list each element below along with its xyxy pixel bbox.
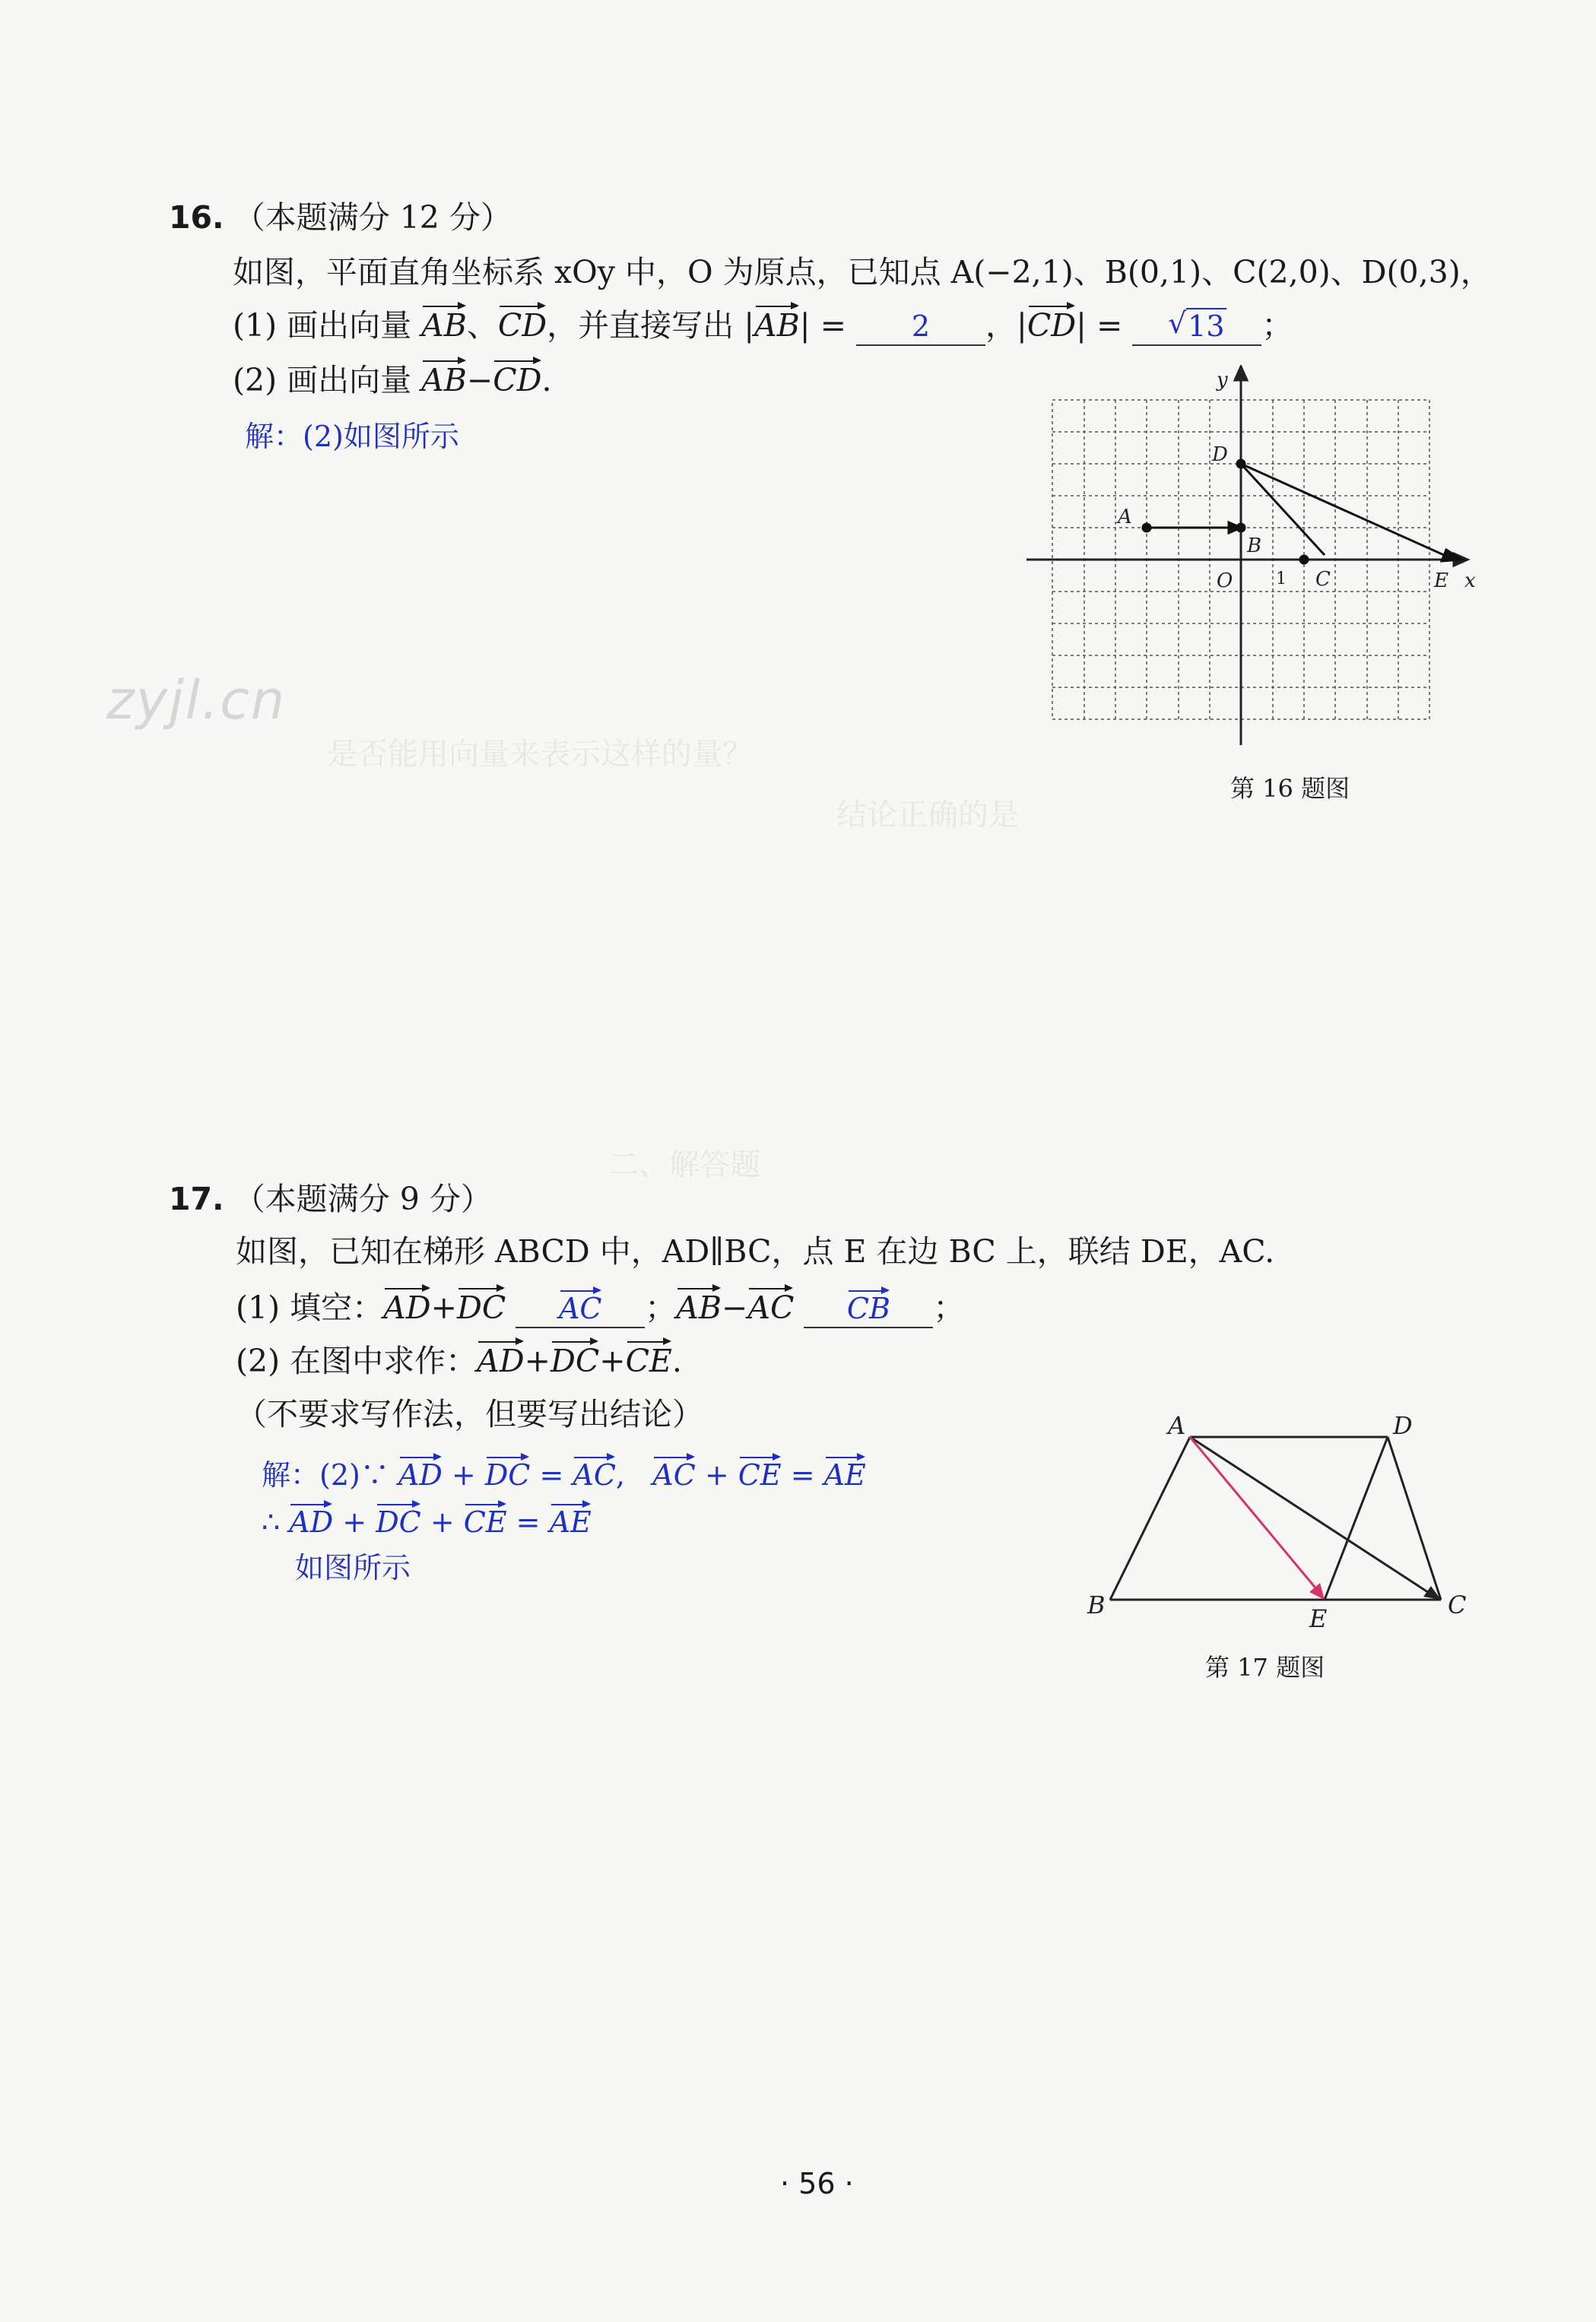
q17-header — [169, 1181, 492, 1218]
q16-label-x: x — [1464, 569, 1476, 592]
q17-figure-caption: 第 17 题图 — [1205, 1653, 1325, 1682]
q16-solution: 解：(2)如图所示 — [245, 420, 459, 453]
q16-eq2: | = — [1076, 307, 1123, 344]
q16-part1-end: ； — [1261, 307, 1293, 344]
q17-side-dc — [1388, 1437, 1441, 1600]
q16-part1-prefix: (1) 画出向量 — [233, 307, 412, 344]
q16-point-b — [1237, 524, 1245, 531]
q16-abs-vec-ab: AB — [754, 303, 800, 344]
q16-label-e: E — [1434, 569, 1448, 592]
q17-sol2-vec-dc: DC — [376, 1501, 421, 1540]
q16-figure-caption: 第 16 题图 — [1230, 774, 1350, 803]
q17-side-ab — [1110, 1437, 1190, 1600]
q16-part2-minus: − — [466, 362, 493, 398]
q17-answer1-blank — [516, 1287, 645, 1328]
q17-sol1-vec-ac2: AC — [652, 1454, 696, 1493]
q17-label-c: C — [1448, 1591, 1467, 1619]
q16-label-o: O — [1217, 569, 1233, 592]
q17-vec-ad: AD — [383, 1285, 430, 1327]
q16-header — [169, 199, 512, 236]
q17-figure — [1072, 1407, 1498, 1650]
q16-part1-mid2: ，| — [985, 307, 1027, 344]
q17-stem: 如图，已知在梯形 ABCD 中，AD∥BC，点 E 在边 BC 上，联结 DE，AC. — [236, 1233, 1275, 1270]
q16-label-a: A — [1118, 506, 1132, 528]
q17-answer2: CB — [847, 1287, 890, 1327]
page-number: · 56 · — [780, 2167, 854, 2200]
q17-sol1-vec-ce: CE — [738, 1454, 782, 1493]
q17-sol2-vec-ce: CE — [464, 1501, 507, 1540]
q17-segment-de — [1325, 1437, 1388, 1600]
q16-point-a — [1143, 524, 1150, 531]
q16-eq1: | = — [799, 307, 846, 344]
q17-minus: − — [722, 1289, 748, 1326]
q16-figure — [1011, 365, 1483, 760]
q17-number: 17. — [169, 1181, 224, 1217]
q16-label-c: C — [1315, 568, 1331, 591]
q17-part1 — [236, 1285, 964, 1328]
q16-score: （本题满分 12 分） — [233, 199, 512, 236]
q16-part2-vec-cd: CD — [493, 357, 541, 399]
q16-answer2-radicand: 13 — [1188, 309, 1225, 343]
q17-sol1-vec-ae: AE — [824, 1454, 866, 1493]
q17-solution-line2: ∴ AD + DC + CE = AE — [262, 1501, 592, 1540]
q16-label-d: D — [1212, 443, 1228, 466]
q16-vec-cd: CD — [498, 303, 547, 344]
q17-sol1-prefix: 解：(2)∵ — [262, 1458, 389, 1492]
q17-plus: + — [430, 1289, 457, 1326]
q16-point-c — [1300, 556, 1308, 563]
q17-part2-vec-ad: AD — [477, 1338, 524, 1380]
q17-sol2-vec-ae: AE — [550, 1501, 592, 1540]
q16-part2-prefix: (2) 画出向量 — [233, 362, 412, 398]
q17-sol1-vec-ac: AC — [573, 1454, 616, 1493]
q17-arrow-e — [1309, 1583, 1325, 1600]
q17-vec-ac: AC — [747, 1285, 794, 1327]
q16-part2-end: . — [541, 362, 552, 398]
q16-part1-sep: 、 — [466, 307, 498, 344]
q17-vec-ab: AB — [676, 1285, 722, 1327]
q16-answer2: √ 13 — [1168, 306, 1225, 343]
watermark: zyjl.cn — [106, 669, 287, 731]
q16-label-one: 1 — [1276, 569, 1287, 588]
q17-label-b: B — [1087, 1591, 1106, 1619]
q17-part2: (2) 在图中求作：AD+DC+CE. — [236, 1338, 682, 1380]
q16-point-d — [1237, 460, 1245, 468]
q16-answer2-blank — [1132, 307, 1261, 346]
q17-part1-end: ； — [933, 1289, 965, 1326]
q17-label-e: E — [1309, 1604, 1328, 1633]
q16-y-arrow — [1235, 366, 1247, 380]
q17-part1-sep: ； — [645, 1289, 677, 1326]
q17-sol1-vec-ad: AD — [398, 1454, 443, 1493]
q17-label-a: A — [1168, 1411, 1186, 1440]
q16-answer1: 2 — [911, 309, 931, 343]
q17-solution-line3: 如图所示 — [295, 1551, 411, 1584]
q17-answer1: AC — [559, 1287, 602, 1327]
q16-label-b: B — [1247, 535, 1262, 557]
q17-note: （不要求写作法，但要写出结论） — [236, 1396, 703, 1432]
q17-sol1-vec-dc: DC — [485, 1454, 531, 1493]
q16-abs-vec-cd: CD — [1027, 303, 1076, 344]
q16-stem: 如图，平面直角坐标系 xOy 中，O 为原点，已知点 A(−2,1)、B(0,1)、C(2,0)、D(0,3)， — [233, 254, 1492, 290]
q17-vec-dc: DC — [457, 1285, 506, 1327]
q17-part2-vec-ce: CE — [626, 1338, 672, 1380]
q17-solution-line1: 解：(2)∵ AD + DC = AC, AC + CE = AE — [262, 1454, 866, 1493]
q16-number: 16. — [169, 199, 224, 236]
q17-vector-ae — [1190, 1437, 1318, 1591]
q17-answer2-blank — [804, 1287, 933, 1328]
q17-part1-prefix: (1) 填空： — [236, 1289, 384, 1326]
q17-part2-prefix: (2) 在图中求作： — [236, 1343, 478, 1379]
q17-part2-vec-dc: DC — [551, 1338, 599, 1380]
q16-part2 — [233, 357, 552, 399]
q17-sol2-vec-ad: AD — [289, 1501, 333, 1540]
q17-part2-end: . — [671, 1343, 682, 1379]
q16-part2-vec-ab: AB — [421, 357, 467, 399]
q16-label-y: y — [1217, 369, 1228, 392]
q16-answer1-blank — [856, 307, 985, 346]
q16-part1-mid: ，并直接写出 | — [547, 307, 755, 344]
q17-sol2-prefix: ∴ — [262, 1505, 281, 1539]
q16-vec-ab: AB — [421, 303, 467, 344]
q17-label-d: D — [1393, 1411, 1413, 1440]
q17-score: （本题满分 9 分） — [233, 1181, 492, 1217]
q16-part1 — [233, 303, 1293, 346]
